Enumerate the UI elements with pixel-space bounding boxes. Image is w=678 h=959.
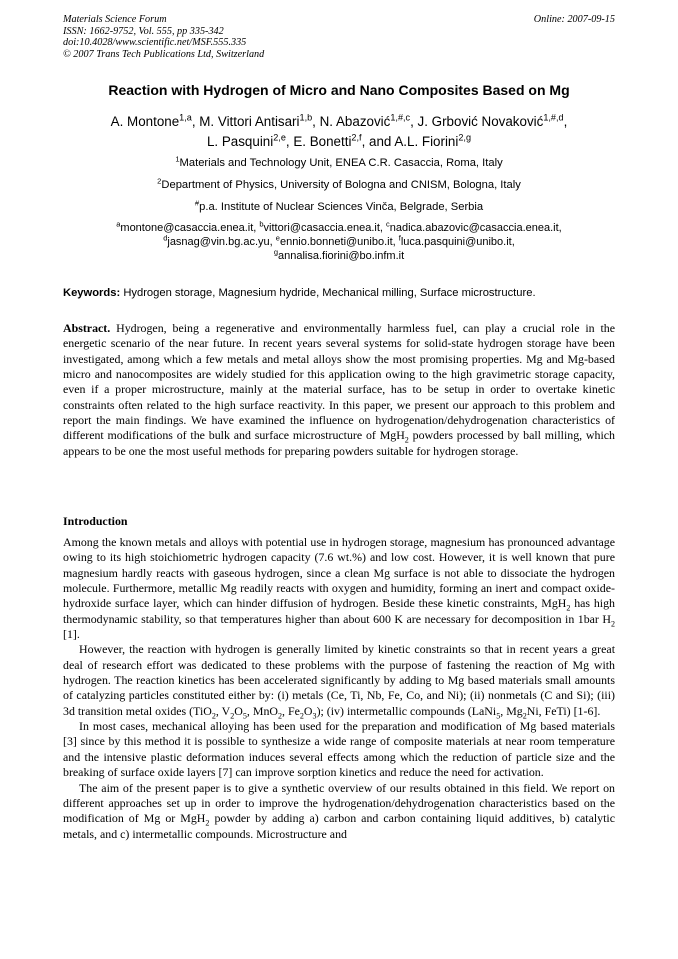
paragraph	[63, 642, 615, 719]
subscript: 3	[312, 711, 317, 721]
keywords-label: Keywords:	[63, 287, 121, 299]
paper-title: Reaction with Hydrogen of Micro and Nano Composites Based on Mg	[108, 82, 570, 98]
author-affil-mark: 2,g	[458, 132, 472, 143]
online-date: Online: 2007-09-15	[533, 14, 615, 25]
text-run: , Mg	[500, 703, 523, 718]
doi-line: doi:10.4028/www.scientific.net/MSF.555.335	[63, 37, 247, 49]
subscript: 2	[277, 711, 283, 721]
abstract-text: Hydrogen, being a regenerative and environmentally harmless fuel, can play a crucial role in the energetic scenario of the near future. In recent years several systems for solid-state hydrogen storage have been investigated, among which a few metals and metal alloys show the most promising properties. Mg and Mg-based micro and nanocomposites are widely studied for this application owing to the high gravimetric storage capacity, even if a proper microstructure, mainly at the material surface, has to be setup in order to overtake kinetic constraints often related to the high surface reactivity. In this paper, we present our approach to this problem and report the main findings. We have examined the influence on hydrogenation/dehydrogenation characteristics of different modifications of the bulk and surface microstructure of MgH	[63, 321, 615, 443]
email-address[interactable]: nadica.abazovic@casaccia.enea.it	[389, 222, 559, 234]
text-run: Ni, FeTi) [1-6].	[526, 703, 601, 718]
email-address[interactable]: jasnag@vin.bg.ac.yu	[167, 235, 270, 248]
text-run: powder by adding a) carbon and carbon containing liquid additives, b) catalytic metals, and c) intermetallic compounds. Microstructure and	[63, 811, 615, 841]
subscript: 2	[299, 711, 304, 721]
abstract-label: Abstract.	[63, 321, 111, 335]
author-affil-mark: 1,a	[179, 112, 192, 123]
affiliation-3	[40, 198, 638, 213]
email-list: $^a$montone@casaccia.enea.it, $^b$vittori@casaccia.enea.it, $^c$nadica.abazovic@casaccia.enea.it, $^d$jasnag@vin.bg.ac.yu, $^e$ennio.bonneti@unibo.it, $^f$luca.pasquini@unibo.it, $^g$annalisa.fiorini@bo.infm.it	[116, 219, 562, 262]
subscript: 2	[522, 711, 527, 721]
subscript: 2	[211, 711, 216, 721]
author-name: A. Montone	[110, 114, 180, 129]
email-mark: e	[275, 233, 280, 243]
text-run: Among the known metals and alloys with potential use in hydrogen storage, magnesium has pronounced advantage owing to its high stoichiometric hydrogen capacity (7.6 wt.%) and low cost. However, it is well known that pure magnesium hardly reacts with gaseous hydrogen, since a clean Mg surface is not able to dissociate the hydrogen molecule. Furthermore, metallic Mg readily reacts with oxygen and humidity, forming an inert and compact oxide-hydroxide surface layer, which can hinder diffusion of hydrogen. Beside these kinetic constraints, MgH	[63, 535, 615, 611]
subscript: 2	[205, 818, 210, 828]
email-mark: c	[386, 219, 390, 229]
affiliation-text: Materials and Technology Unit, ENEA C.R. Casaccia, Roma, Italy	[179, 157, 503, 169]
author-conjunction: and	[369, 133, 392, 149]
abstract	[63, 321, 615, 459]
subscript: 2	[404, 435, 409, 445]
subscript: 2	[610, 619, 615, 629]
author-name: M. Vittori Antisari	[199, 114, 300, 129]
affiliation-mark: #	[194, 198, 200, 208]
author-name: J. Grbović Novaković	[417, 114, 544, 129]
author-name: E. Bonetti	[293, 133, 352, 149]
paragraph: In most cases, mechanical alloying has been used for the preparation and modification of Mg based materials [3] since by this method it is possible to synthesize a wide range of composite materials at near room temperature and the intensive plastic deformation induces several effects among which the reduction of particle size and the breaking of surface oxide layers [7] can improve sorption kinetics and reduce the need for activation.	[63, 719, 615, 780]
subscript: 2	[566, 603, 571, 613]
paragraph	[63, 781, 615, 842]
paragraph	[63, 535, 615, 642]
text-run: O	[234, 703, 243, 718]
text-run: , MnO	[246, 703, 278, 718]
email-mark: g	[273, 246, 279, 256]
text-run: , Fe	[282, 703, 300, 718]
introduction-body	[63, 535, 615, 842]
keywords	[63, 287, 623, 299]
journal-header	[63, 14, 615, 60]
author-affil-mark: 2,f	[351, 132, 362, 143]
subscript: 5	[496, 711, 501, 721]
author-affil-mark: 1,b	[299, 112, 313, 123]
section-heading-introduction: Introduction	[63, 514, 128, 528]
affiliation-1	[40, 154, 638, 169]
email-address[interactable]: annalisa.fiorini@bo.infm.it	[278, 249, 405, 262]
text-run: ); (iv) intermetallic compounds (LaNi	[316, 703, 497, 718]
author-affil-mark: 1,#,c	[390, 112, 411, 123]
email-address[interactable]: ennio.bonneti@unibo.it	[279, 235, 393, 248]
affiliation-mark: 1	[175, 154, 180, 164]
email-mark: f	[398, 233, 401, 243]
author-name: N. Abazović	[319, 114, 391, 129]
subscript: 2	[230, 711, 235, 721]
author-list: A. Montone$^{1,a}$, M. Vittori Antisari$^{1,b}$, N. Abazović$^{1,\#,c}$, J. Grbović Novaković$^{1,\#,d}$, L. Pasquini$^{2,e}$, E. Bonetti$^{2,f}$, and A.L. Fiorini$^{2,g}$	[110, 112, 568, 149]
author-name: A.L. Fiorini	[394, 133, 459, 149]
text-run: The aim of the present paper is to give a synthetic overview of our results obtained in this field. We report on different approaches set up in order to improve the hydrogenation/dehydrogenation characteristics based on the modification of Mg or MgH	[63, 780, 615, 826]
email-mark: a	[116, 219, 121, 229]
email-mark: d	[163, 233, 168, 243]
text-run: O	[303, 703, 313, 718]
subscript: 5	[242, 711, 247, 721]
email-address[interactable]: montone@casaccia.enea.it	[120, 222, 254, 234]
email-mark: b	[259, 219, 264, 229]
author-affil-mark: 1,#,d	[543, 112, 564, 123]
affiliation-2	[40, 176, 638, 191]
issn-line: ISSN: 1662-9752, Vol. 555, pp 335-342	[63, 25, 224, 37]
journal-name: Materials Science Forum	[63, 14, 167, 25]
text-run: However, the reaction with hydrogen is generally limited by kinetic constraints so that in recent years a great deal of research effort was dedicated to these problems with the purpose of fastening the reaction of Mg with hydrogen. The reaction kinetics has been accelerated significantly by adding to Mg based materials small amounts of catalyzing particles constituted either by: (i) metals (Ce, Ti, Nb, Fe, Co, and Ni); (ii) nonmetals (C and Si); (iii) 3d transition metal oxides (TiO	[63, 642, 615, 718]
copyright-line: © 2007 Trans Tech Publications Ltd, Switzerland	[63, 48, 265, 60]
text-run: [1].	[63, 627, 80, 642]
email-address[interactable]: vittori@casaccia.enea.it	[263, 222, 380, 234]
keywords-text: Hydrogen storage, Magnesium hydride, Mechanical milling, Surface microstructure.	[123, 287, 536, 299]
affiliation-text: Department of Physics, University of Bologna and CNISM, Bologna, Italy	[161, 179, 521, 191]
text-run: , V	[215, 703, 231, 718]
author-affil-mark: 2,e	[273, 132, 286, 143]
affiliation-mark: 2	[157, 176, 162, 186]
abstract-text-end: powders processed by ball milling, which appears to be one the most useful methods for preparing powders suitable for hydrogen storage.	[63, 428, 615, 458]
affiliation-text: p.a. Institute of Nuclear Sciences Vinča, Belgrade, Serbia	[199, 201, 484, 213]
email-address[interactable]: luca.pasquini@unibo.it	[400, 235, 512, 248]
text-run: has high thermodynamic stability, so that temperatures higher than about 600 K are necessary for decomposition in 1bar H	[63, 596, 615, 626]
author-name: L. Pasquini	[206, 133, 274, 149]
